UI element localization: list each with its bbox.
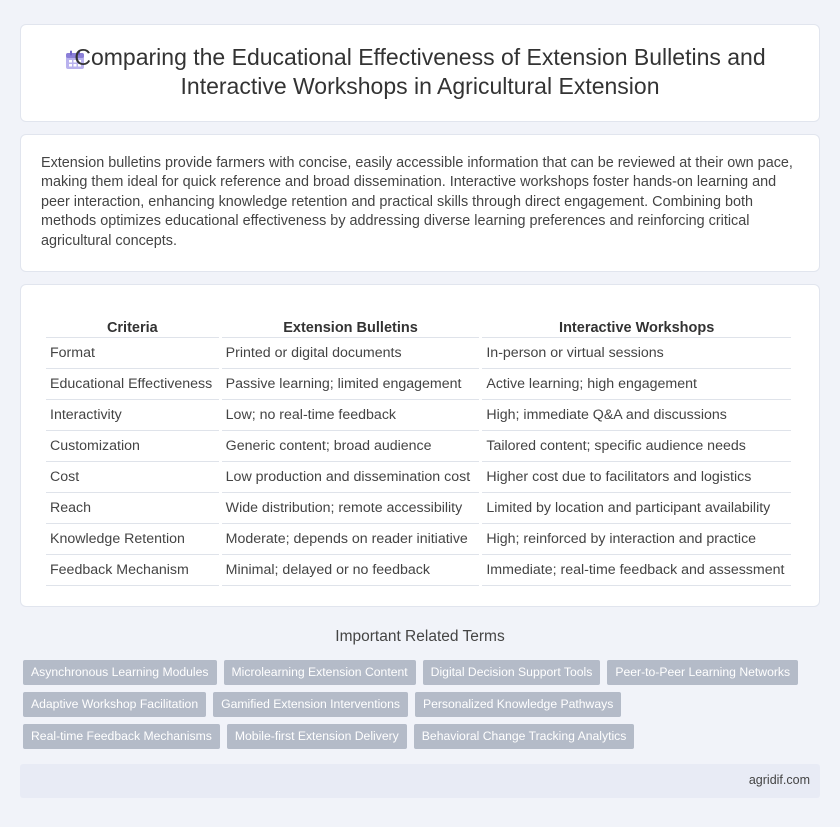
intro-text: Extension bulletins provide farmers with concise, easily accessible information that can be reviewed at their own pace, making them ideal for quick reference and broad dissemination. Interactive workshops foster hands-on learning and peer interaction, enhancing knowledge retention and practical skills through direct engagement. Combining both methods optimizes educational effectiveness by addressing diverse learning preferences and reinforcing critical agricultural concepts. (41, 155, 793, 249)
cell-workshops: Immediate; real-time feedback and assessment (482, 555, 791, 586)
related-term-tag[interactable]: Adaptive Workshop Facilitation (23, 692, 206, 717)
table-row (46, 431, 791, 462)
cell-workshops: Limited by location and participant availability (482, 493, 791, 524)
cell-criteria: Knowledge Retention (46, 524, 219, 555)
table-row (46, 524, 791, 555)
cell-criteria: Format (46, 338, 219, 369)
related-term-tag[interactable]: Real-time Feedback Mechanisms (23, 724, 220, 749)
cell-workshops: Tailored content; specific audience needs (482, 431, 791, 462)
table-header-row (46, 313, 791, 338)
cell-workshops: Higher cost due to facilitators and logistics (482, 462, 791, 493)
related-term-tag[interactable]: Peer-to-Peer Learning Networks (607, 660, 798, 685)
column-header-criteria: Criteria (46, 313, 219, 338)
table-row (46, 338, 791, 369)
cell-bulletins: Generic content; broad audience (222, 431, 480, 462)
page-title: Comparing the Educational Effectiveness of Extension Bulletins and Interactive Workshops in Agricultural Extension (74, 44, 766, 99)
cell-bulletins: Low; no real-time feedback (222, 400, 480, 431)
table-row (46, 369, 791, 400)
comparison-table (43, 313, 794, 586)
cell-bulletins: Low production and dissemination cost (222, 462, 480, 493)
related-term-tag[interactable]: Microlearning Extension Content (224, 660, 416, 685)
column-header-workshops: Interactive Workshops (482, 313, 791, 338)
cell-bulletins: Wide distribution; remote accessibility (222, 493, 480, 524)
column-header-bulletins: Extension Bulletins (222, 313, 480, 338)
table-row (46, 493, 791, 524)
cell-criteria: Interactivity (46, 400, 219, 431)
cell-workshops: Active learning; high engagement (482, 369, 791, 400)
related-term-tag[interactable]: Asynchronous Learning Modules (23, 660, 217, 685)
related-term-tag[interactable]: Personalized Knowledge Pathways (415, 692, 621, 717)
header-card (20, 24, 820, 122)
related-terms-heading: Important Related Terms (335, 628, 505, 645)
related-term-tag[interactable]: Digital Decision Support Tools (423, 660, 601, 685)
comparison-table-card (20, 284, 820, 607)
table-row (46, 555, 791, 586)
cell-bulletins: Moderate; depends on reader initiative (222, 524, 480, 555)
cell-criteria: Feedback Mechanism (46, 555, 219, 586)
cell-bulletins: Printed or digital documents (222, 338, 480, 369)
cell-workshops: In-person or virtual sessions (482, 338, 791, 369)
cell-bulletins: Minimal; delayed or no feedback (222, 555, 480, 586)
cell-criteria: Educational Effectiveness (46, 369, 219, 400)
table-row (46, 400, 791, 431)
related-term-tag[interactable]: Gamified Extension Interventions (213, 692, 408, 717)
related-term-tag[interactable]: Mobile-first Extension Delivery (227, 724, 407, 749)
cell-criteria: Cost (46, 462, 219, 493)
related-terms-list (23, 660, 823, 749)
cell-workshops: High; immediate Q&A and discussions (482, 400, 791, 431)
cell-criteria: Customization (46, 431, 219, 462)
related-term-tag[interactable]: Behavioral Change Tracking Analytics (414, 724, 635, 749)
cell-criteria: Reach (46, 493, 219, 524)
footer-site-link[interactable]: agridif.com (748, 773, 810, 787)
intro-card (20, 134, 820, 272)
cell-workshops: High; reinforced by interaction and practice (482, 524, 791, 555)
table-row (46, 462, 791, 493)
cell-bulletins: Passive learning; limited engagement (222, 369, 480, 400)
footer-bar (20, 764, 820, 798)
